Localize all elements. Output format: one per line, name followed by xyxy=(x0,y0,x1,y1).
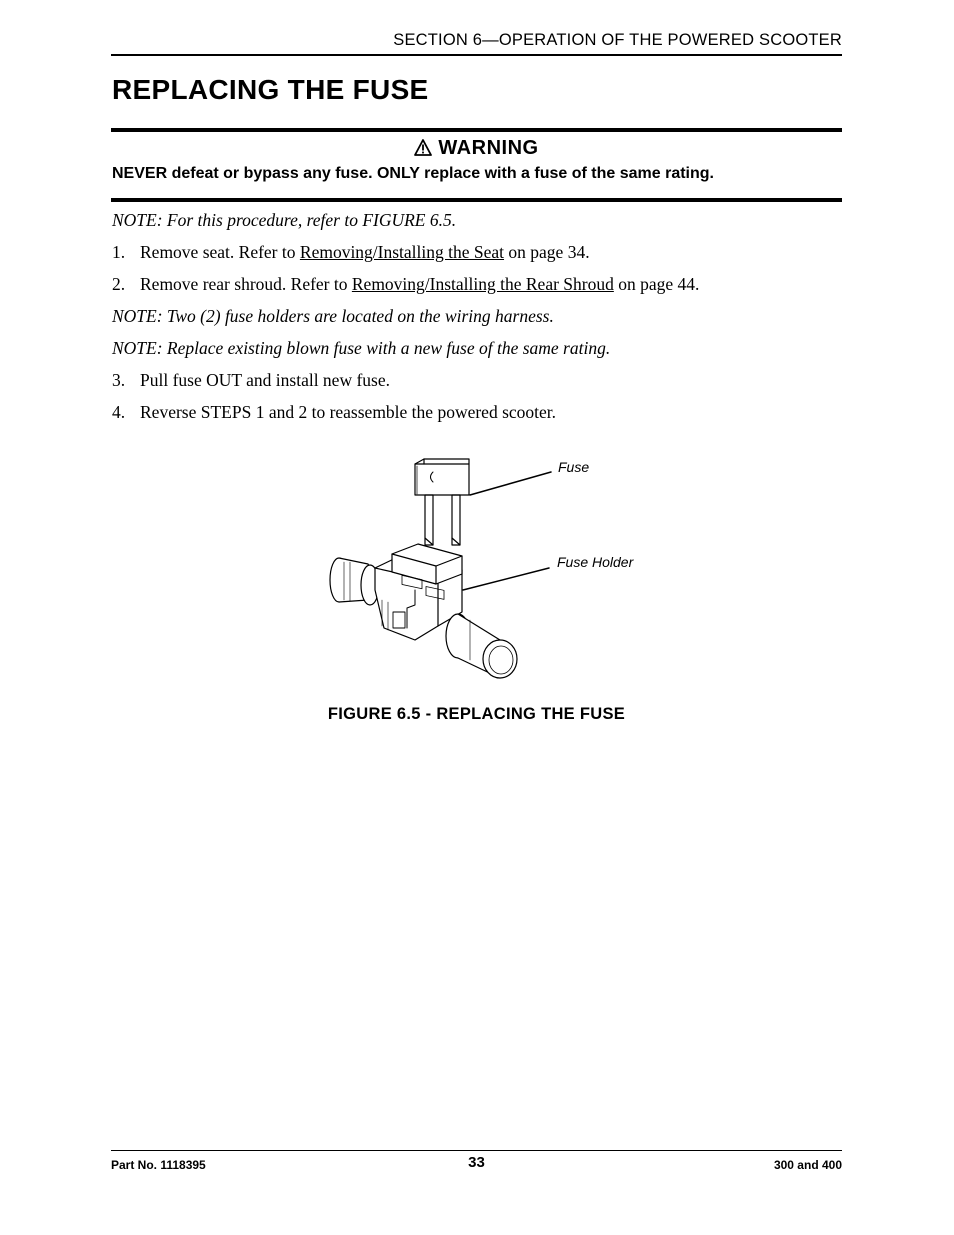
warning-triangle-icon xyxy=(414,139,432,162)
page-title: REPLACING THE FUSE xyxy=(112,74,429,105)
warning-never: NEVER xyxy=(112,165,168,182)
step-number: 1. xyxy=(112,242,126,262)
section-header: SECTION 6—OPERATION OF THE POWERED SCOOTER xyxy=(393,31,842,49)
fuse-drawing xyxy=(415,459,469,545)
step-1 xyxy=(112,242,590,263)
footer-model: 300 and 400 xyxy=(773,1158,842,1172)
footer-page-number: 33 xyxy=(468,1154,485,1171)
step-text: Reverse STEPS 1 and 2 to reassemble the powered scooter. xyxy=(140,402,557,422)
warning-label: WARNING xyxy=(438,137,539,159)
warning-only: ONLY xyxy=(376,165,420,182)
figure-label-fuse: Fuse xyxy=(558,459,590,475)
figure-caption: FIGURE 6.5 - REPLACING THE FUSE xyxy=(327,705,626,723)
step-number: 4. xyxy=(112,402,126,422)
note-replace-blown-fuse: NOTE: Replace existing blown fuse with a new fuse of the same rating. xyxy=(112,338,611,358)
figure-label-fuse-holder: Fuse Holder xyxy=(557,554,634,570)
step-text: Remove seat. Refer to xyxy=(140,242,300,262)
warning-bottom-rule xyxy=(111,198,842,202)
step-2 xyxy=(112,274,699,295)
warning-mid: defeat or bypass any fuse. xyxy=(167,165,377,182)
step-4 xyxy=(112,402,556,423)
warning-top-rule xyxy=(111,128,842,132)
fuse-holder-drawing xyxy=(330,544,517,678)
warning-text xyxy=(112,165,714,183)
step-text: Remove rear shroud. Refer to xyxy=(140,274,352,294)
note-fuse-holders: NOTE: Two (2) fuse holders are located on the wiring harness. xyxy=(112,306,554,326)
header-rule xyxy=(111,54,842,56)
footer-part-number: Part No. 1118395 xyxy=(111,1158,206,1172)
figure-fuse-replacement xyxy=(320,450,650,690)
link-removing-installing-rear-shroud[interactable]: Removing/Installing the Rear Shroud xyxy=(351,274,614,294)
link-removing-installing-seat[interactable]: Removing/Installing the Seat xyxy=(299,242,505,262)
warning-heading xyxy=(111,137,842,162)
step-3 xyxy=(112,370,390,391)
step-text: on page 44. xyxy=(613,274,700,294)
fuse-illustration xyxy=(320,450,650,690)
step-number: 2. xyxy=(112,274,126,294)
footer-rule xyxy=(111,1150,842,1151)
step-text: Pull fuse OUT and install new fuse. xyxy=(140,370,390,390)
warning-end: replace with a fuse of the same rating. xyxy=(419,165,714,182)
step-number: 3. xyxy=(112,370,126,390)
note-figure-reference: NOTE: For this procedure, refer to FIGURE 6.5. xyxy=(112,210,457,230)
step-text: on page 34. xyxy=(504,242,590,262)
